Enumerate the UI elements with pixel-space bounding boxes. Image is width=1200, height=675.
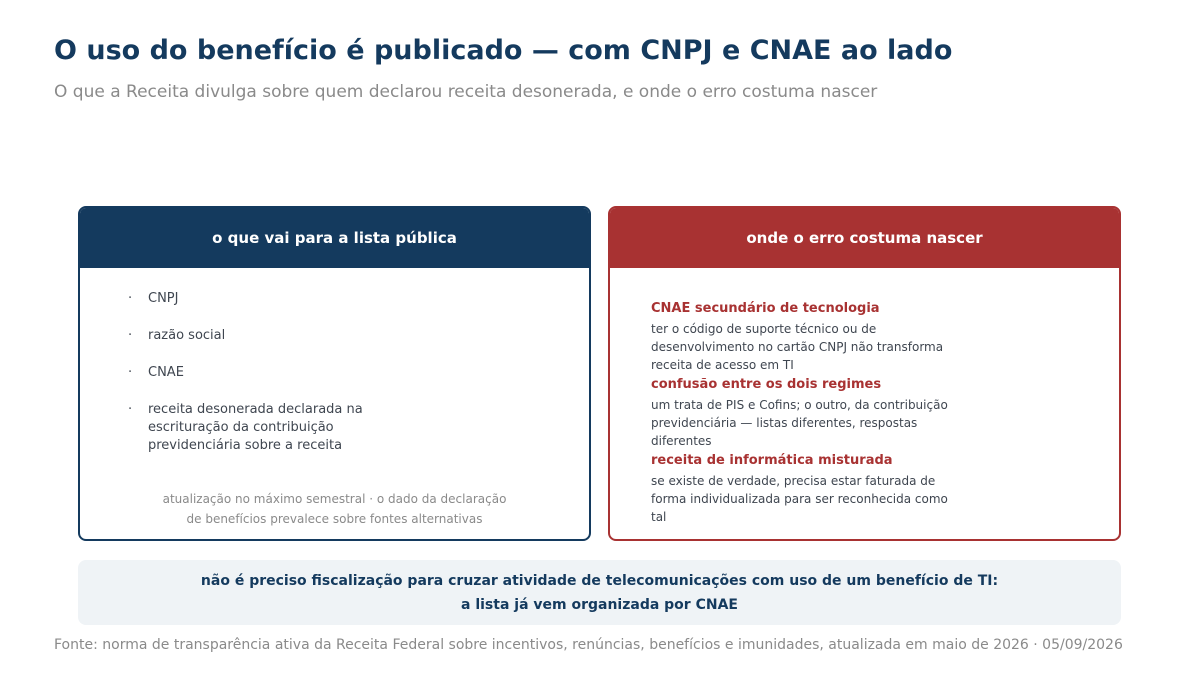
page-title: O uso do benefício é publicado — com CNPJ e CNAE ao lado (54, 35, 953, 66)
list-item-text: CNAE (148, 365, 184, 380)
bullet-icon: · (128, 402, 133, 417)
list-item-text: razão social (148, 328, 226, 343)
error-description: se existe de verdade, precisa estar faturada de forma individualizada para ser reconhecida como tal (651, 474, 948, 524)
list-item (128, 327, 388, 345)
list-item (128, 401, 388, 455)
conclusion-banner (78, 560, 1121, 625)
error-list (651, 300, 951, 528)
list-item-text: receita desonerada declarada na escrituração da contribuição previdenciária sobre a receita (148, 402, 363, 453)
bullet-icon: · (128, 291, 133, 306)
error-title: confusão entre os dois regimes (651, 377, 882, 392)
update-note-line: de benefícios prevalece sobre fontes alternativas (186, 512, 483, 526)
public-list-heading: o que vai para a lista pública (80, 208, 589, 268)
public-list-card (78, 206, 591, 541)
update-note-line: atualização no máximo semestral · o dado da declaração (162, 492, 507, 506)
error-description: um trata de PIS e Cofins; o outro, da contribuição previdenciária — listas diferentes, respostas diferentes (651, 398, 948, 448)
error-title: CNAE secundário de tecnologia (651, 301, 880, 316)
update-note (120, 489, 549, 529)
bullet-icon: · (128, 328, 133, 343)
list-item (128, 290, 388, 308)
error-description: ter o código de suporte técnico ou de desenvolvimento no cartão CNPJ não transforma receita de acesso em TI (651, 322, 944, 372)
conclusion-line: a lista já vem organizada por CNAE (461, 596, 738, 613)
public-list-items (128, 290, 388, 474)
source-footnote: Fonte: norma de transparência ativa da Receita Federal sobre incentivos, renúncias, benefícios e imunidades, atualizada em maio de 2026 · 05/09/2026 (54, 637, 1123, 653)
error-title: receita de informática misturada (651, 453, 893, 468)
list-item-text: CNPJ (148, 291, 179, 306)
conclusion-line: não é preciso fiscalização para cruzar atividade de telecomunicações com uso de um benefício de TI: (200, 572, 999, 589)
page-subtitle: O que a Receita divulga sobre quem declarou receita desonerada, e onde o erro costuma nascer (54, 82, 878, 102)
bullet-icon: · (128, 365, 133, 380)
list-item (128, 364, 388, 382)
error-sources-heading: onde o erro costuma nascer (610, 208, 1119, 268)
error-sources-card (608, 206, 1121, 541)
